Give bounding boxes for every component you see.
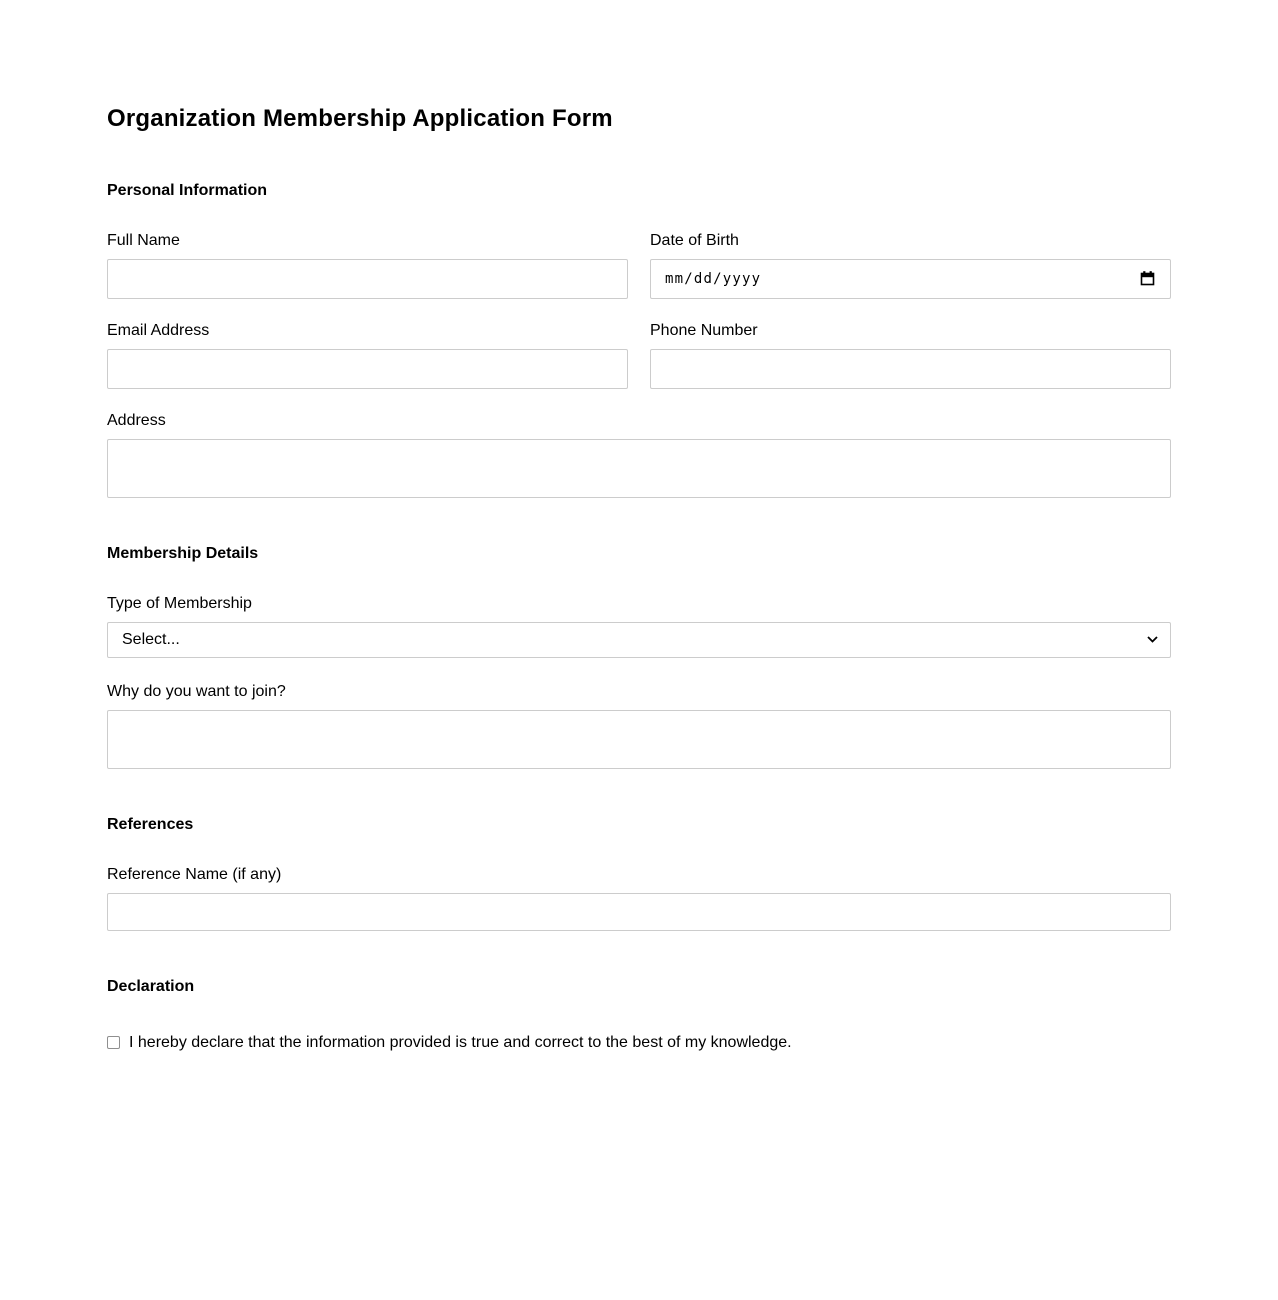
membership-type-field-group	[107, 594, 1171, 658]
full-name-label: Full Name	[107, 231, 180, 249]
date-placeholder: mm/dd/yyyy	[665, 270, 762, 287]
phone-field-group	[650, 321, 1171, 389]
full-name-field-group	[107, 231, 628, 299]
date-of-birth-field-group	[650, 231, 1171, 299]
membership-type-select[interactable]	[107, 622, 1171, 658]
section-personal-information	[107, 181, 1171, 498]
declaration-label[interactable]	[107, 1033, 1171, 1052]
membership-details-heading: Membership Details	[107, 544, 259, 562]
section-declaration	[107, 977, 1171, 1052]
address-textarea[interactable]	[107, 439, 1171, 498]
section-membership-details	[107, 544, 1171, 769]
references-heading: References	[107, 815, 194, 833]
date-of-birth-input[interactable]	[650, 259, 1171, 299]
calendar-picker-button[interactable]	[1137, 269, 1157, 289]
reference-name-field-group	[107, 865, 1171, 931]
membership-type-selected-value: Select...	[122, 630, 180, 648]
email-field-group	[107, 321, 628, 389]
date-of-birth-label: Date of Birth	[650, 231, 739, 249]
reference-name-label: Reference Name (if any)	[107, 866, 282, 884]
chevron-down-icon	[1147, 636, 1158, 643]
why-join-label: Why do you want to join?	[107, 682, 286, 700]
declaration-heading: Declaration	[107, 978, 195, 996]
why-join-field-group	[107, 682, 1171, 769]
membership-type-label: Type of Membership	[107, 594, 252, 612]
address-label: Address	[107, 411, 166, 429]
calendar-icon	[1139, 270, 1156, 287]
address-field-group	[107, 411, 1171, 498]
phone-label: Phone Number	[650, 321, 758, 339]
declaration-statement: I hereby declare that the information provided is true and correct to the best of my knowledge.	[129, 1034, 792, 1052]
phone-input[interactable]	[650, 349, 1171, 389]
email-label: Email Address	[107, 321, 210, 339]
declaration-checkbox[interactable]	[107, 1036, 120, 1049]
personal-information-heading: Personal Information	[107, 181, 268, 199]
why-join-textarea[interactable]	[107, 710, 1171, 769]
section-references	[107, 815, 1171, 931]
page-title: Organization Membership Application Form	[107, 105, 613, 132]
email-input[interactable]	[107, 349, 628, 389]
reference-name-input[interactable]	[107, 893, 1171, 931]
full-name-input[interactable]	[107, 259, 628, 299]
